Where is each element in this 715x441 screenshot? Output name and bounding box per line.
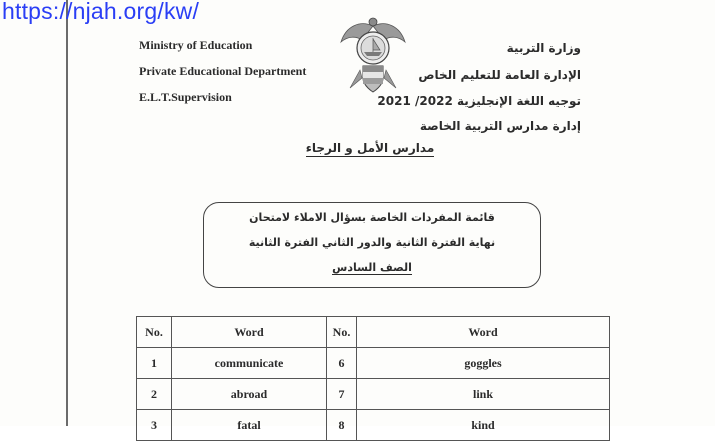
row-number: 6 xyxy=(327,348,357,379)
row-number: 8 xyxy=(327,410,357,441)
header-administration-ar: إدارة مدارس التربية الخاصة xyxy=(419,119,581,133)
header-no-2: No. xyxy=(327,317,357,348)
header-supervision-en: E.L.T.Supervision xyxy=(139,90,232,104)
row-word: kind xyxy=(357,410,610,441)
grade-label: الصف السادس xyxy=(332,261,412,274)
table-row xyxy=(137,410,610,441)
row-word: fatal xyxy=(172,410,327,441)
exam-info-box xyxy=(203,202,541,288)
school-title-text: مدارس الأمل و الرجاء xyxy=(305,141,435,155)
header-supervision-ar: توجيه اللغة الإنجليزية 2022/ 2021 xyxy=(377,94,581,108)
row-number: 2 xyxy=(137,379,172,410)
table-row xyxy=(137,348,610,379)
header-department-ar: الإدارة العامة للتعليم الخاص xyxy=(418,68,581,82)
watermark-url: https://njah.org/kw/ xyxy=(2,0,200,24)
row-number: 3 xyxy=(137,410,172,441)
info-line-1: قائمة المفردات الخاصة بسؤال الاملاء لامتحان xyxy=(249,211,495,224)
header-department-en: Private Educational Department xyxy=(139,64,307,78)
word-table xyxy=(136,316,610,441)
margin-rule xyxy=(66,0,68,426)
row-word: communicate xyxy=(172,348,327,379)
row-word: goggles xyxy=(357,348,610,379)
row-word: abroad xyxy=(172,379,327,410)
table-header-row xyxy=(137,317,610,348)
header-word-2: Word xyxy=(357,317,610,348)
row-word: link xyxy=(357,379,610,410)
header-ministry-en: Ministry of Education xyxy=(139,38,253,52)
info-line-2: نهاية الفترة الثانية والدور الثاني الفترة الثانية xyxy=(248,236,496,249)
school-title xyxy=(300,141,440,155)
kuwait-emblem-icon xyxy=(338,12,408,96)
row-number: 7 xyxy=(327,379,357,410)
info-line-3 xyxy=(204,261,540,274)
row-number: 1 xyxy=(137,348,172,379)
header-ministry-ar: وزارة التربية xyxy=(506,41,581,55)
table-row xyxy=(137,379,610,410)
header-word-1: Word xyxy=(172,317,327,348)
header-no-1: No. xyxy=(137,317,172,348)
